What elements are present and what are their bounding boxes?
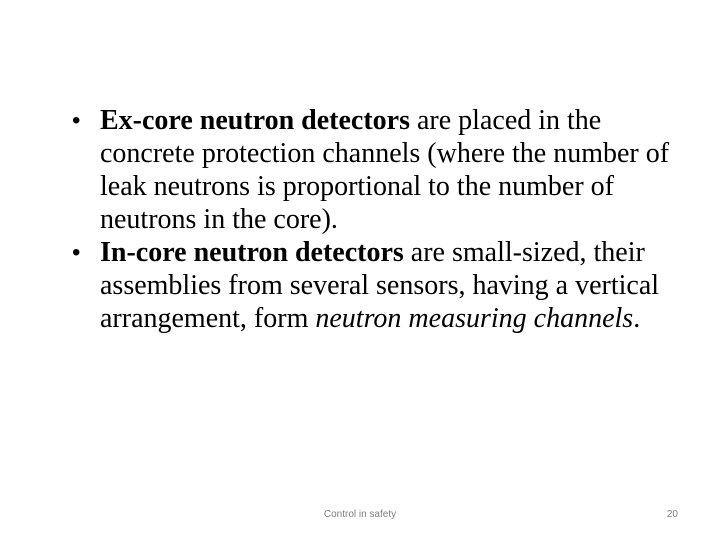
footer-title: Control in safety	[323, 509, 397, 520]
bullet-marker: •	[72, 239, 81, 266]
bullet-list	[70, 104, 670, 335]
bullet-item-in-core	[70, 236, 670, 335]
bullet-italic-term: neutron measuring channels	[315, 303, 634, 334]
bullet-text-in-core: are small-sized, their assemblies from several sensors, having a vertical arrangement, form	[100, 237, 660, 334]
bullet-end: .	[633, 303, 641, 334]
bullet-marker: •	[72, 107, 81, 134]
bullet-term-in-core: In-core neutron detectors	[100, 237, 404, 268]
page-number: 20	[666, 509, 678, 520]
bullet-text-ex-core: are placed in the concrete protection channels (where the number of leak neutrons is proportional to the number of neutrons in the core).	[100, 105, 670, 235]
bullet-item-ex-core	[70, 104, 670, 236]
bullet-term-ex-core: Ex-core neutron detectors	[100, 105, 410, 136]
